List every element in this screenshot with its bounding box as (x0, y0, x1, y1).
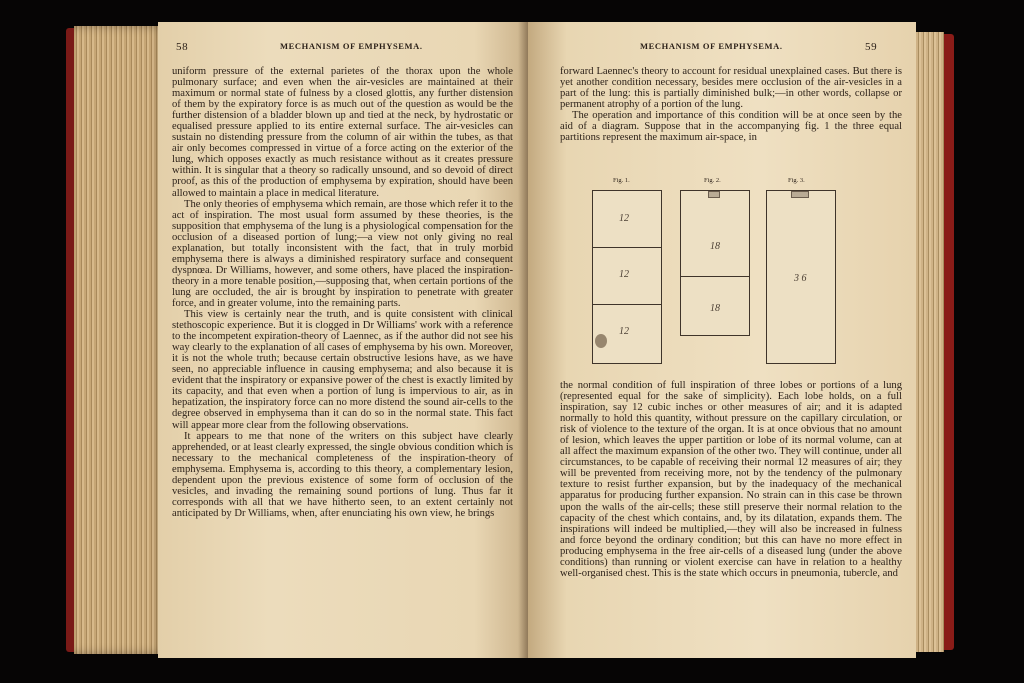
fig-2-cell-value: 18 (710, 303, 720, 314)
paragraph: The operation and importance of this condition will be at once seen by the aid of a diagram. Suppose that in the accompanying fig. 1 the three equal partitions represent the maximum air-space, in (560, 110, 902, 144)
fig-3-cell-value: 3 6 (794, 273, 807, 284)
right-running-head: MECHANISM OF EMPHYSEMA. (640, 41, 783, 51)
partition-line (681, 276, 749, 277)
fig-2-box (680, 190, 750, 336)
fig-1-label: Fig. 1. (613, 177, 630, 184)
fig-1-cell-value: 12 (619, 326, 629, 337)
fig-1-cell-value: 12 (619, 213, 629, 224)
left-page (158, 22, 530, 658)
right-page-number: 59 (865, 41, 878, 53)
collapsed-lobe-marker (791, 191, 809, 198)
partition-line (593, 304, 661, 305)
left-page-header (176, 41, 511, 53)
fig-2-label: Fig. 2. (704, 177, 721, 184)
partition-line (593, 247, 661, 248)
paragraph: It appears to me that none of the writers on this subject have clearly apprehended, or at least clearly expressed, the single obvious condition which is necessary to the mechanical completeness of the inspiration-theory of emphysema. Emphysema is, according to this theory, a complementary lesion, dependent upon the previous existence of some form of occlusion of the vesicles, and invading the remaining sound portions of lung. Thus far it corresponds with all that we have hitherto seen, to an extent certainly not anticipated by Dr Williams, when, after enunciating his own view, he brings (172, 430, 513, 519)
fig-3-label: Fig. 3. (788, 177, 805, 184)
page-edges-right (916, 32, 944, 652)
paragraph: uniform pressure of the external parietes of the thorax upon the whole pulmonary surface; and even when the air-vesicles are maintained at their maximum or normal state of fulness by a closed glottis, any further distension of them by the expiratory force is as much out of the question as would be the further distension of a bladder blown up and tied at the neck, by hydrostatic or equalised pressure applied to its entire external surface. The air-vesicles can sustain no distending pressure from the column of air within the tubes, as that air only becomes compressed in virtue of a force acting on the exterior of the lung, which opposes exactly as much resistance without as it creates pressure within. It is singular that a theory so radically unsound, and so devoid of direct proof, as this of the production of emphysema by expiration, should have been allowed to maintain a place in medical literature. (172, 66, 513, 199)
left-page-body (172, 66, 513, 519)
ink-stain (595, 334, 607, 348)
fig-2-cell-value: 18 (710, 241, 720, 252)
page-edges-left (74, 26, 166, 654)
left-page-number: 58 (176, 41, 189, 53)
fig-1-box (592, 190, 662, 364)
collapsed-lobe-marker (708, 191, 720, 198)
fig-1-cell-value: 12 (619, 269, 629, 280)
right-page-body-bottom (560, 380, 902, 579)
fig-3-box (766, 190, 836, 364)
paragraph: The only theories of emphysema which remain, are those which refer it to the act of inspiration. The most usual form assumed by these theories, is the supposition that emphysema of the lung is a physiological compensation for the occlusion of a diseased portion of lung;—a view not only giving no real explanation, but totally inconsistent with the fact, that in truly morbid emphysema there is always a diminished respiratory surface and consequent dyspnœa. Dr Williams, however, and some others, have placed the inspiration-theory in a more tenable position,—supposing that, when certain portions of the lung are occluded, the air is brought by inspiration to penetrate with greater force, and in greater volume, into the remaining parts. (172, 198, 513, 309)
left-running-head: MECHANISM OF EMPHYSEMA. (280, 41, 423, 51)
right-page (528, 22, 916, 658)
right-page-body-top (560, 66, 902, 143)
paragraph: This view is certainly near the truth, and is quite consistent with clinical stethoscopic experience. But it is clogged in Dr Williams' work with a reference to the incompetent expiration-theory of Laennec, as if the author did not see his way clearly to the explanation of all cases of emphysema by his own. Moreover, it is not the whole truth; because certain obstructive lesions have, as we have seen, no appreciable influence in causing emphysema; and also because it is evident that the inspiratory or expansive power of the chest is exactly limited by its capacity, and that even when a portion of lung is impervious to air, as in hepatization, the inspiratory force can no more distend the sound air-cells to the degree observed in emphysema than it can do so in the normal state. This fact will appear more clear from the following observations. (172, 309, 513, 431)
open-book (66, 22, 954, 658)
paragraph: the normal condition of full inspiration of three lobes or portions of a lung (represented equal for the sake of simplicity). Each lobe holds, on a full inspiration, say 12 cubic inches or other measures of air; and it is adapted normally to hold this quantity, without pressure on the capillary circulation, or risk of violence to the texture of the organ. It is at once obvious that no amount of lesion, which leaves the upper partition or lobe of its normal volume, can at all affect the maximum expansion of the other two. They will continue, under all circumstances, to be capable of receiving their normal 12 measures of air; they will be prevented from receiving more, not by the tendency of the pulmonary texture to resist further expansion, but by the inadequacy of the mechanical apparatus for producing further expansion. No strain can in this case be thrown upon the walls of the air-cells; these still preserve their normal relation to the capacity of the chest which contains, and, by its dilatation, expands them. The inspirations will indeed be multiplied,—they will also be increased in fulness and force beyond the ordinary condition; but this can have no more effect in producing emphysema in the free air-cells of a diseased lung (under the above conditions) than running or violent exercise can have in relation to a healthy well-organised chest. This is the state which occurs in pneumonia, tubercle, and (560, 380, 902, 579)
paragraph: forward Laennec's theory to account for residual unexplained cases. But there is yet another condition necessary, besides mere occlusion of the air-vesicles in a part of the lung: this is partially diminished bulk;—in other words, collapse or permanent atrophy of a portion of the lung. (560, 66, 902, 111)
